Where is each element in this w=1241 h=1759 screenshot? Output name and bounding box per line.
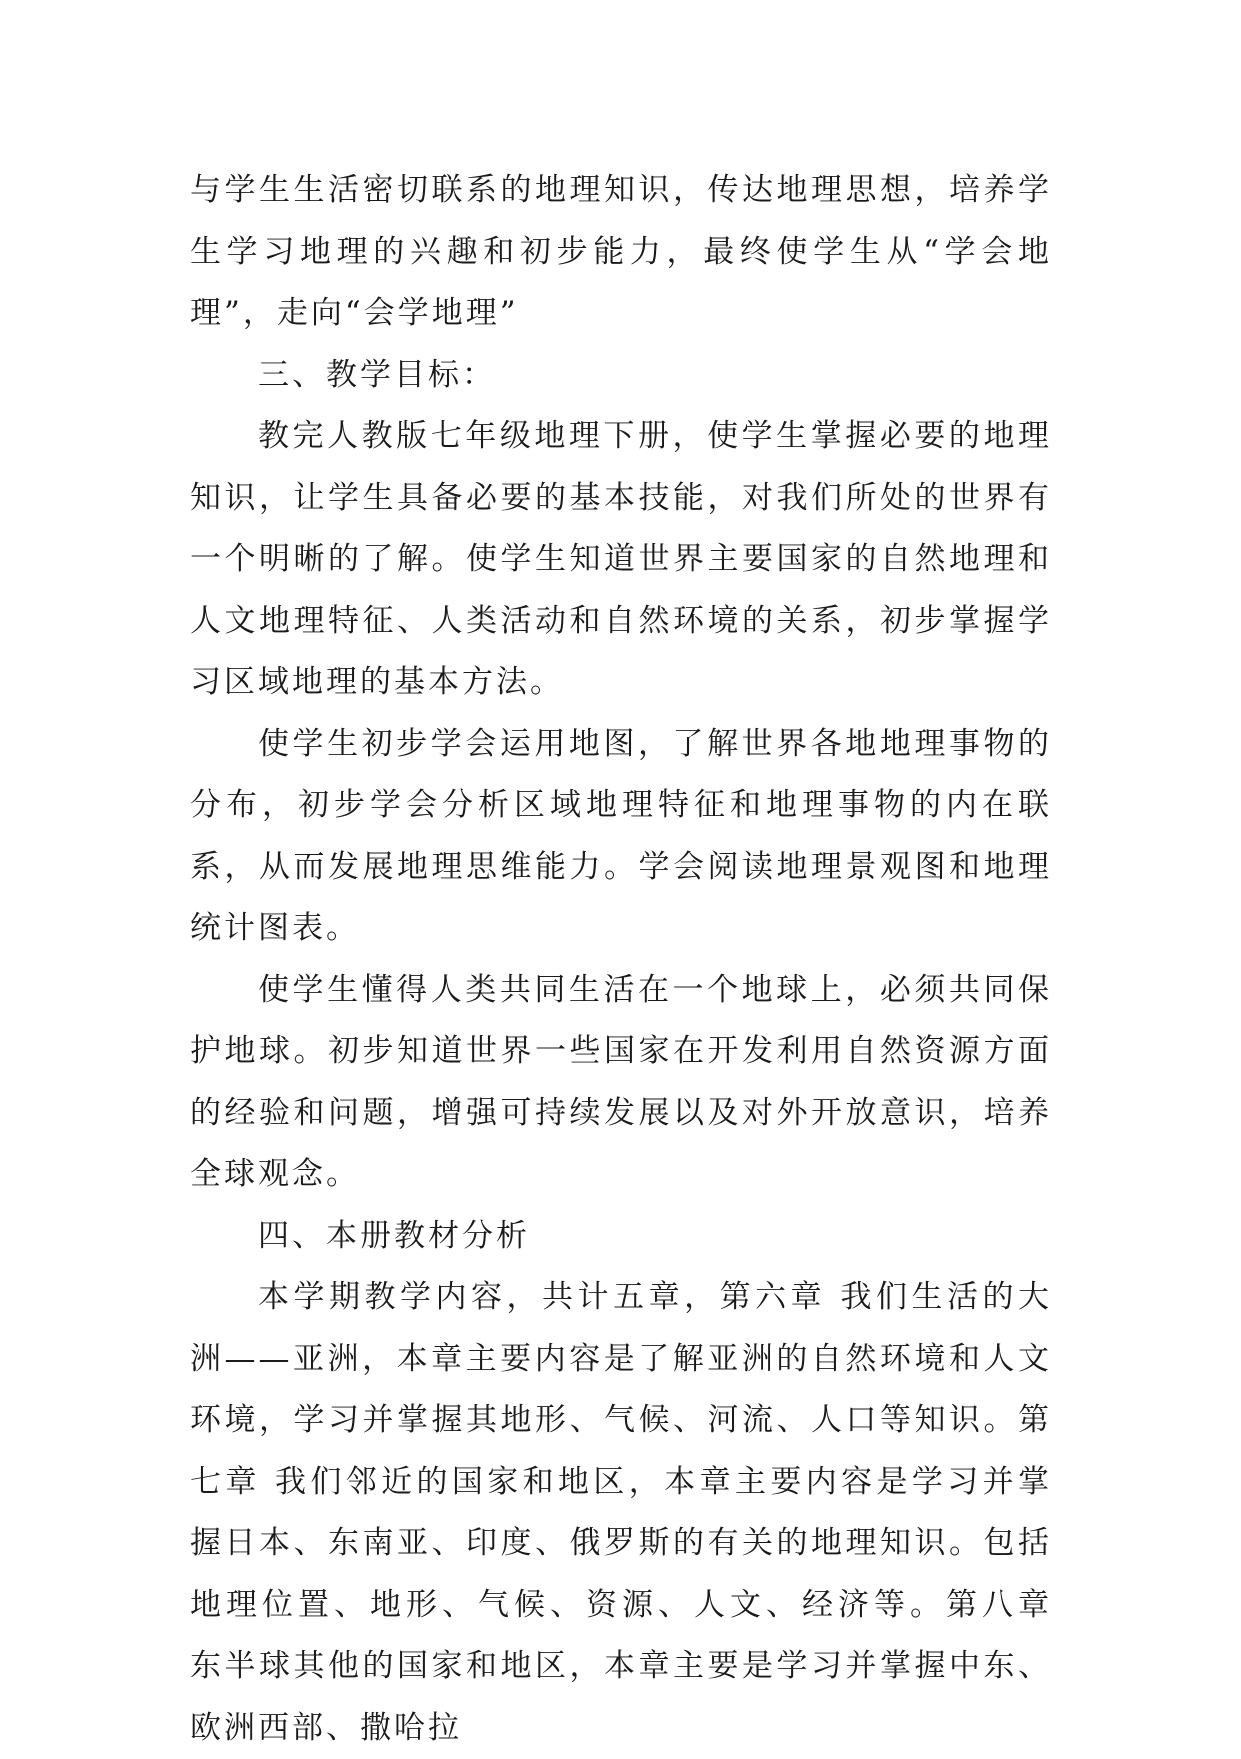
paragraph-goal-3: 使学生懂得人类共同生活在一个地球上，必须共同保护地球。初步知道世界一些国家在开发利用自然资源方面的经验和问题，增强可持续发展以及对外开放意识，培养全球观念。 <box>190 971 1052 1192</box>
paragraph-goal-2: 使学生初步学会运用地图，了解世界各地地理事物的分布，初步学会分析区域地理特征和地理事物的内在联系，从而发展地理思维能力。学会阅读地理景观图和地理统计图表。 <box>190 725 1052 946</box>
section-heading-textbook-analysis: 四、本册教材分析 <box>258 1217 530 1254</box>
section-heading-teaching-goals: 三、教学目标： <box>258 356 496 393</box>
paragraph-textbook-analysis: 本学期教学内容，共计五章，第六章 我们生活的大洲——亚洲，本章主要内容是了解亚洲的自然环境和人文环境，学习并掌握其地形、气候、河流、人口等知识。第七章 我们邻近的国家和地区，本章主要内容是学习并掌握日本、东南亚、印度、俄罗斯的有关的地理知识。包括地理位置、地形、气候、资源、人文、经济等。第八章 东半球其他的国家和地区，本章主要是学习并掌握中东、欧洲西部、撒哈拉 <box>190 1279 1052 1746</box>
document-body <box>190 160 1052 1759</box>
paragraph-goal-1: 教完人教版七年级地理下册，使学生掌握必要的地理知识，让学生具备必要的基本技能，对我们所处的世界有一个明晰的了解。使学生知道世界主要国家的自然地理和人文地理特征、人类活动和自然环境的关系，初步掌握学习区域地理的基本方法。 <box>190 418 1052 700</box>
paragraph-continuation: 与学生生活密切联系的地理知识，传达地理思想，培养学生学习地理的兴趣和初步能力，最终使学生从“学会地理”，走向“会学地理” <box>190 172 1052 331</box>
